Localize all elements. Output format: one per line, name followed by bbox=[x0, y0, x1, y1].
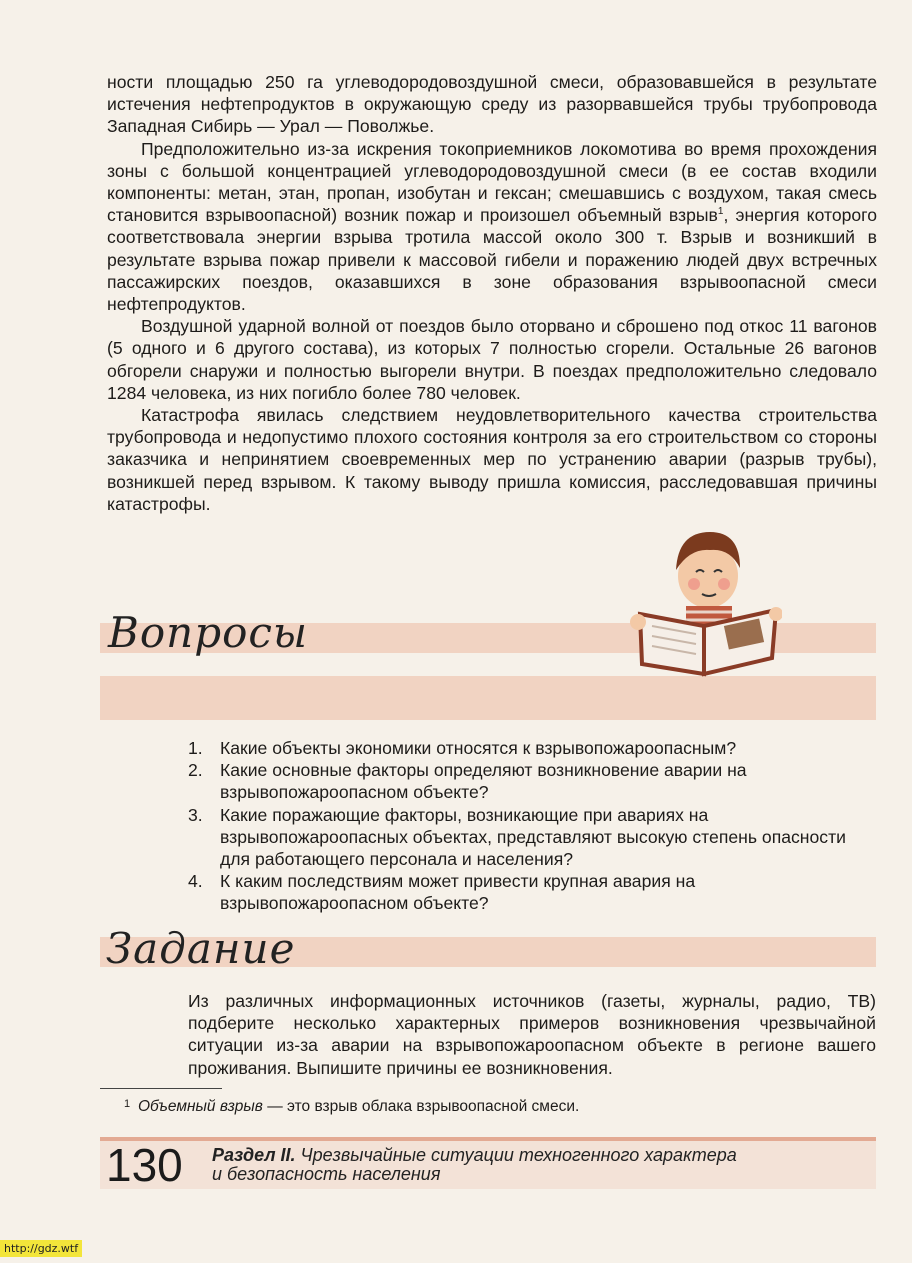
question-number: 2. bbox=[188, 760, 203, 781]
questions-heading: Вопросы bbox=[108, 608, 309, 657]
section-title bbox=[212, 1146, 737, 1184]
watermark-link[interactable]: http://gdz.wtf bbox=[0, 1240, 82, 1257]
paragraph-2 bbox=[107, 138, 877, 316]
footnote-term: Объемный взрыв bbox=[138, 1098, 263, 1115]
boy-cheek-left bbox=[688, 578, 700, 590]
question-item bbox=[188, 759, 876, 803]
section-title-line-2: и безопасность населения bbox=[212, 1164, 441, 1184]
question-text: Какие поражающие факторы, возникающие при авариях на взрывопожароопасных объектах, представляют высокую степень опасности для работающего персонала и населения? bbox=[220, 804, 846, 870]
footnote-definition: — это взрыв облака взрывоопасной смеси. bbox=[262, 1098, 580, 1115]
paragraph-1: ности площадью 250 га углеводородовоздушной смеси, образовавшейся в результате истечения нефтепродуктов в окружающую среду из разорвавшейся трубы трубопровода Западная Сибирь — Урал — Поволжье. bbox=[107, 72, 877, 137]
questions-band-bottom bbox=[100, 676, 876, 720]
footnote-ref: 1 bbox=[717, 206, 724, 218]
paragraph-4: Катастрофа явилась следствием неудовлетворительного качества строительства трубопровода и недопустимо плохого состояния контроля за его строительством со стороны заказчика и непринятием своевременных мер по устранению аварии (разрыв трубы), возникшей перед взрывом. К такому выводу пришла комиссия, расследовавшая причины катастрофы. bbox=[107, 405, 877, 514]
boy-reading-illustration bbox=[630, 518, 782, 678]
paragraph-2-part-b: , энергия которого соответствовала энергии взрыва тротила массой около 300 т. Взрыв и возникший в результате взрыва пожар привели к массовой гибели и поражению людей двух встречных пассажирских поездов, оказавшихся в зоне образования взрывоопасной смеси нефтепродуктов. bbox=[107, 205, 877, 315]
questions-list bbox=[188, 737, 876, 915]
paragraph-3: Воздушной ударной волной от поездов было оторвано и сброшено под откос 11 вагонов (5 одного и 6 другого состава), из которых 7 полностью сгорели. Остальные 26 вагонов обгорели снаружи и полностью выгорели внутри. В поездах предположительно следовало 1284 человека, из них погибло более 780 человек. bbox=[107, 316, 877, 403]
question-text: К каким последствиям может привести крупная авария на взрывопожароопасном объекте? bbox=[220, 871, 696, 914]
question-item bbox=[188, 870, 876, 914]
section-label: Раздел II. bbox=[212, 1145, 296, 1165]
footnote bbox=[124, 1097, 580, 1117]
main-text bbox=[107, 71, 877, 515]
paragraph-2-part-a: Предположительно из-за искрения токоприемников локомотива во время прохождения зоны с большой концентрацией углеводородовоздушной смеси (в ее состав входили компоненты: метан, этан, пропан, изобутан и гексан; смешавшись с воздухом, такая смесь становится взрывоопасной) возник пожар и произошел объемный взрыв bbox=[107, 138, 877, 226]
question-text: Какие основные факторы определяют возникновение аварии на взрывопожароопасном объекте? bbox=[220, 760, 747, 803]
footnote-mark: 1 bbox=[124, 1098, 131, 1110]
page-number: 130 bbox=[106, 1139, 183, 1191]
question-item bbox=[188, 737, 876, 759]
question-number: 4. bbox=[188, 871, 203, 892]
boy-cheek-right bbox=[718, 578, 730, 590]
footnote-divider bbox=[100, 1088, 222, 1089]
question-number: 3. bbox=[188, 804, 203, 825]
boy-hand-left bbox=[630, 614, 646, 630]
task-heading: Задание bbox=[106, 924, 296, 973]
question-text: Какие объекты экономики относятся к взрывопожароопасным? bbox=[220, 738, 737, 758]
section-title-line-1: Чрезвычайные ситуации техногенного характера bbox=[295, 1145, 737, 1165]
question-number: 1. bbox=[188, 738, 203, 758]
question-item bbox=[188, 804, 876, 871]
task-text: Из различных информационных источников (газеты, журналы, радио, ТВ) подберите несколько характерных примеров возникновения чрезвычайной ситуации из-за аварии на взрывопожароопасном объекте в регионе вашего проживания. Выпишите причины ее возникновения. bbox=[188, 991, 876, 1078]
